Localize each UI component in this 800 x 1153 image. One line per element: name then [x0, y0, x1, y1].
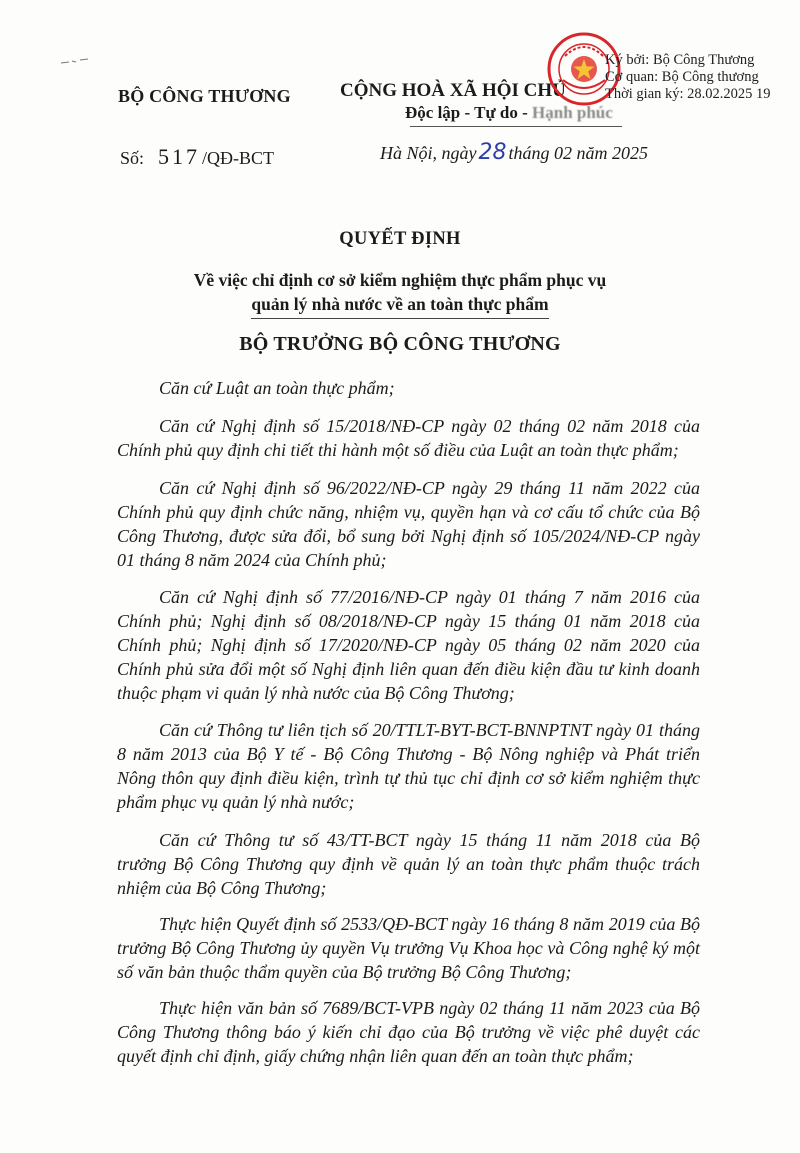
legal-basis-paragraph: Căn cứ Thông tư số 43/TT-BCT ngày 15 tháng 11 năm 2018 của Bộ trưởng Bộ Công Thương quy định về quản lý an toàn thực phẩm thuộc trách nhiệm của Bộ Công Thương;: [117, 830, 700, 898]
legal-basis-paragraph: Căn cứ Nghị định số 96/2022/NĐ-CP ngày 29 tháng 11 năm 2022 của Chính phủ quy định chức năng, nhiệm vụ, quyền hạn và cơ cấu tổ chức của Bộ Công Thương, được sửa đổi, bổ sung bởi Nghị định số 105/2024/NĐ-CP ngày 01 tháng 8 năm 2024 của Chính phủ;: [117, 478, 700, 570]
number-suffix: /QĐ-BCT: [202, 148, 275, 168]
legal-basis-paragraph: Thực hiện văn bản số 7689/BCT-VPB ngày 02 tháng 11 năm 2023 của Bộ Công Thương thông báo ý kiến chỉ đạo của Bộ trưởng về việc phê duyệt các quyết định chỉ định, giấy chứng nhận liên quan đến an toàn thực phẩm;: [117, 998, 700, 1066]
digital-signature-block: [605, 52, 771, 103]
legal-basis-paragraph: Căn cứ Nghị định số 77/2016/NĐ-CP ngày 01 tháng 7 năm 2016 của Chính phủ; Nghị định số 08/2018/NĐ-CP ngày 15 tháng 01 năm 2018 của Chính phủ; Nghị định số 17/2020/NĐ-CP ngày 05 tháng 02 năm 2020 của Chính phủ sửa đổi một số Nghị định liên quan đến điều kiện đầu tư kinh doanh thuộc phạm vi quản lý nhà nước của Bộ Công Thương;: [117, 587, 700, 703]
document-subtitle: [0, 268, 800, 319]
motto-underline: [410, 126, 622, 127]
place-date-prefix: Hà Nội, ngày: [380, 143, 477, 163]
legal-basis-paragraph: Căn cứ Nghị định số 15/2018/NĐ-CP ngày 02 tháng 02 năm 2018 của Chính phủ quy định chi tiết thi hành một số điều của Luật an toàn thực phẩm;: [117, 416, 700, 460]
signature-time: Thời gian ký: 28.02.2025 19: [605, 86, 771, 102]
motto-faded-text: Hạnh phúc: [532, 103, 613, 122]
motto-text: Độc lập - Tự do -: [405, 103, 528, 122]
issuing-agency: BỘ CÔNG THƯƠNG: [118, 86, 291, 106]
place-date-suffix: tháng 02 năm 2025: [508, 143, 648, 163]
number-label: Số:: [120, 148, 145, 168]
subtitle-line-2: quản lý nhà nước về an toàn thực phẩm: [251, 292, 548, 319]
handwritten-day: 28: [478, 140, 507, 165]
authority-heading: BỘ TRƯỞNG BỘ CÔNG THƯƠNG: [239, 333, 561, 355]
scan-mark: [60, 58, 90, 66]
place-date: [380, 140, 648, 165]
subtitle-line-1: Về việc chỉ định cơ sở kiểm nghiệm thực phẩm phục vụ: [193, 270, 607, 290]
signature-signer: Ký bởi: Bộ Công Thương: [605, 52, 755, 68]
signature-agency: Cơ quan: Bộ Công thương: [605, 69, 759, 85]
legal-basis-paragraph: Căn cứ Thông tư liên tịch số 20/TTLT-BYT-BCT-BNNPTNT ngày 01 tháng 8 năm 2013 của Bộ Y tế - Bộ Công Thương - Bộ Nông nghiệp và Phát triển Nông thôn quy định điều kiện, trình tự thủ tục chỉ định cơ sở kiểm nghiệm thực phẩm phục vụ quản lý nhà nước;: [117, 720, 700, 812]
document-number: [120, 144, 274, 170]
document-title: QUYẾT ĐỊNH: [339, 229, 461, 249]
number-value: 517: [158, 144, 201, 169]
legal-basis-paragraph: Căn cứ Luật an toàn thực phẩm;: [159, 378, 395, 398]
national-title: CỘNG HOÀ XÃ HỘI CHỦ: [340, 80, 566, 101]
legal-basis-paragraph: Thực hiện Quyết định số 2533/QĐ-BCT ngày 16 tháng 8 năm 2019 của Bộ trưởng Bộ Công Thương ủy quyền Vụ trưởng Vụ Khoa học và Công nghệ ký một số văn bản thuộc thẩm quyền của Bộ trưởng Bộ Công Thương;: [117, 914, 700, 982]
